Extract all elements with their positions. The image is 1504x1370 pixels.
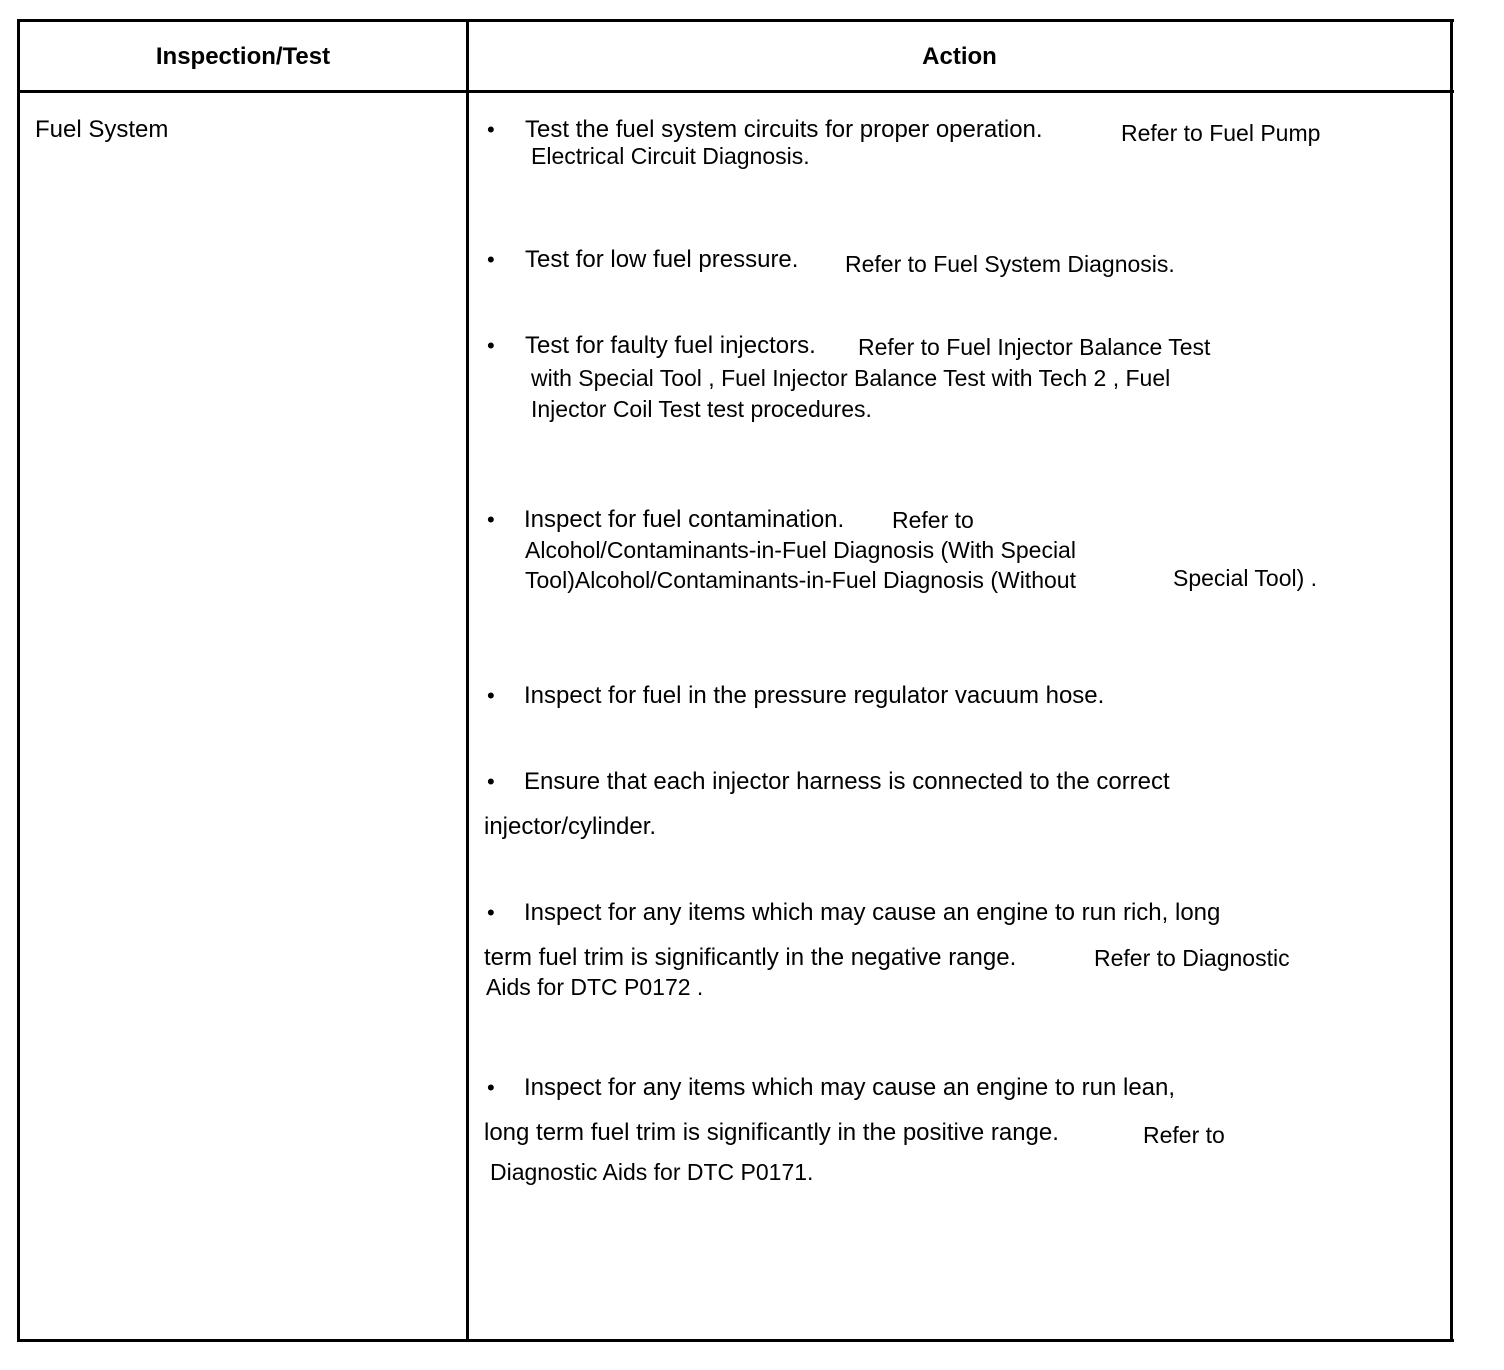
action-text: Test for faulty fuel injectors. bbox=[525, 332, 816, 359]
action-reference: Special Tool) . bbox=[1173, 565, 1318, 591]
action-text: Inspect for any items which may cause an engine to run rich, long bbox=[524, 899, 1221, 926]
action-text: Ensure that each injector harness is connected to the correct bbox=[524, 768, 1170, 795]
bullet: • bbox=[487, 117, 495, 142]
action-reference: Injector Coil Test test procedures. bbox=[531, 396, 872, 422]
action-reference: Refer to Fuel System Diagnosis. bbox=[845, 251, 1175, 277]
action-reference: Refer to Fuel Injector Balance Test bbox=[858, 334, 1211, 360]
action-text: injector/cylinder. bbox=[484, 813, 657, 840]
action-text: long term fuel trim is significantly in the positive range. bbox=[484, 1119, 1059, 1146]
action-text: Inspect for fuel contamination. bbox=[524, 506, 845, 533]
header-divider bbox=[17, 90, 1454, 93]
bullet: • bbox=[487, 769, 495, 794]
action-reference: Aids for DTC P0172 . bbox=[486, 974, 704, 1000]
action-text: Test for low fuel pressure. bbox=[525, 246, 799, 273]
action-reference: Alcohol/Contaminants-in-Fuel Diagnosis (With Special bbox=[525, 537, 1076, 563]
action-text: Test the fuel system circuits for proper operation. bbox=[525, 116, 1043, 143]
action-reference: Refer to bbox=[1143, 1122, 1225, 1148]
action-reference: Refer to Fuel Pump bbox=[1121, 120, 1321, 146]
table-border-left bbox=[17, 19, 20, 1342]
action-reference: Refer to Diagnostic bbox=[1094, 945, 1290, 971]
inspection-cell: Fuel System bbox=[35, 116, 169, 143]
action-reference: Diagnostic Aids for DTC P0171. bbox=[490, 1159, 814, 1185]
bullet: • bbox=[487, 507, 495, 532]
action-text: Inspect for any items which may cause an engine to run lean, bbox=[524, 1074, 1176, 1101]
action-text: term fuel trim is significantly in the negative range. bbox=[484, 944, 1017, 971]
bullet: • bbox=[487, 900, 495, 925]
bullet: • bbox=[487, 683, 495, 708]
table-border-right bbox=[1450, 19, 1453, 1342]
action-reference: Refer to bbox=[892, 507, 974, 533]
table-border-bottom bbox=[17, 1339, 1454, 1342]
header-action: Action bbox=[922, 43, 997, 70]
action-reference: Tool)Alcohol/Contaminants-in-Fuel Diagnosis (Without bbox=[525, 567, 1076, 593]
action-reference: with Special Tool , Fuel Injector Balance Test with Tech 2 , Fuel bbox=[531, 365, 1171, 391]
bullet: • bbox=[487, 247, 495, 272]
header-inspection-test: Inspection/Test bbox=[155, 43, 331, 70]
bullet: • bbox=[487, 1075, 495, 1100]
column-divider bbox=[466, 19, 469, 1342]
action-reference: Electrical Circuit Diagnosis. bbox=[531, 143, 810, 169]
bullet: • bbox=[487, 333, 495, 358]
action-text: Inspect for fuel in the pressure regulator vacuum hose. bbox=[524, 682, 1105, 709]
table-border-top bbox=[17, 19, 1454, 22]
